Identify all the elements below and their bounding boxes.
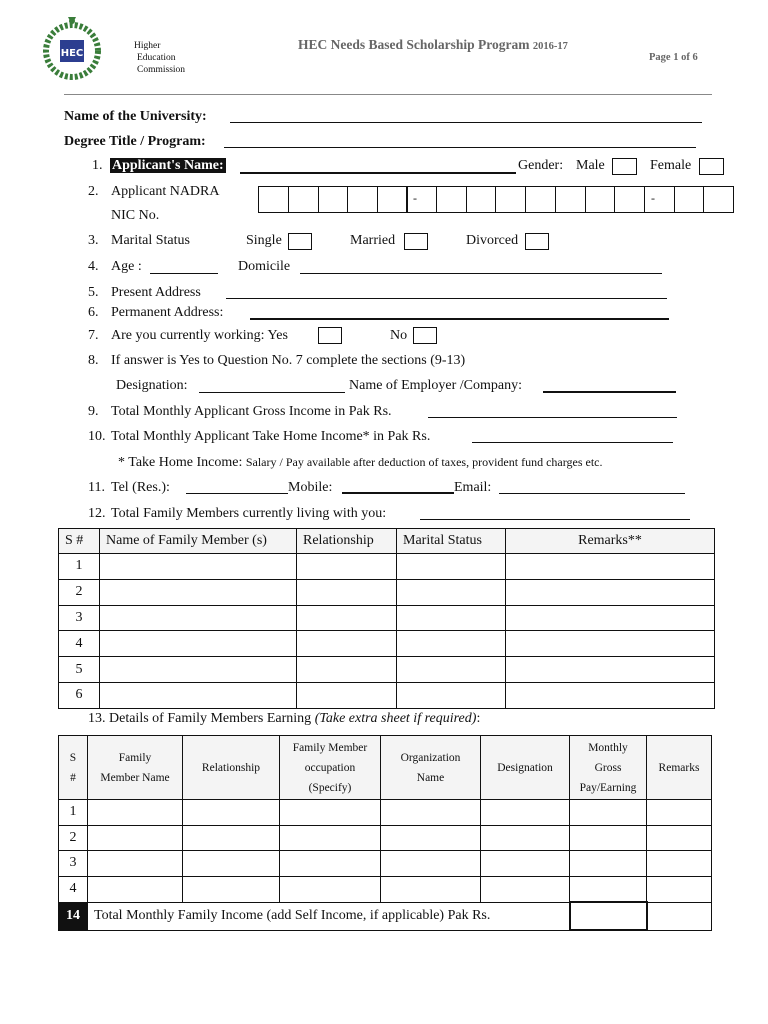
row-number: 1 [59, 800, 88, 826]
cell-remarks[interactable] [506, 605, 715, 631]
row-number: 5 [59, 657, 100, 683]
designation-field[interactable] [199, 392, 345, 393]
cell[interactable] [481, 876, 570, 902]
org-line-1: Higher [134, 41, 161, 51]
col-monthly-pay-2: Gross [594, 761, 622, 774]
age-label: Age : [111, 259, 142, 274]
cell-remarks[interactable] [506, 554, 715, 580]
q6-number: 6. [88, 305, 99, 320]
table-header-row [59, 529, 715, 554]
cell-name[interactable] [100, 554, 297, 580]
program-year: 2016-17 [532, 41, 568, 52]
cell[interactable] [381, 851, 481, 877]
q1-number: 1. [92, 158, 103, 173]
row-number: 4 [59, 876, 88, 902]
q2-number: 2. [88, 184, 99, 199]
col-marital-status: Marital Status [397, 529, 506, 554]
row-number: 3 [59, 851, 88, 877]
col-serial-hash: # [70, 771, 76, 784]
cell[interactable] [570, 825, 647, 851]
q13-heading [88, 711, 480, 727]
q9-label: Total Monthly Applicant Gross Income in Pak Rs. [111, 404, 392, 419]
cnic-part-2[interactable] [406, 186, 556, 213]
email-label: Email: [454, 480, 492, 495]
q2-label-2: NIC No. [111, 208, 160, 223]
cell-marital-status[interactable] [397, 554, 506, 580]
cell[interactable] [183, 800, 280, 826]
q9-number: 9. [88, 404, 99, 419]
table-row [59, 554, 715, 580]
present-address-field[interactable] [226, 298, 667, 299]
col-monthly-pay-3: Pay/Earning [579, 781, 637, 794]
divorced-checkbox[interactable] [525, 233, 549, 250]
hec-logo [42, 13, 102, 85]
mobile-label: Mobile: [288, 480, 333, 495]
divorced-label: Divorced [466, 233, 519, 248]
cell-marital-status[interactable] [397, 682, 506, 708]
svg-text:HEC: HEC [60, 48, 84, 59]
cell-remarks[interactable] [506, 657, 715, 683]
col-organization [381, 736, 481, 800]
cnic-dash-2: - [651, 191, 655, 205]
cell[interactable] [481, 825, 570, 851]
take-home-income-field[interactable] [472, 442, 673, 443]
cell-relationship[interactable] [297, 657, 397, 683]
col-occupation-2: occupation [304, 761, 356, 774]
org-name [134, 40, 185, 76]
domicile-field[interactable] [300, 273, 662, 274]
cell[interactable] [280, 876, 381, 902]
col-member-name-2: Member Name [100, 771, 170, 784]
cell[interactable] [381, 800, 481, 826]
cell[interactable] [183, 851, 280, 877]
q14-number: 14 [59, 902, 88, 930]
employer-field[interactable] [543, 391, 676, 393]
cell-name[interactable] [100, 682, 297, 708]
cell-relationship[interactable] [297, 579, 397, 605]
table-row [59, 825, 712, 851]
col-member-name-1: Family [118, 751, 152, 764]
q1-label [110, 158, 226, 174]
col-monthly-pay-1: Monthly [588, 741, 628, 754]
family-members-table [58, 528, 715, 709]
male-label: Male [576, 158, 605, 173]
col-relationship: Relationship [297, 529, 397, 554]
header-rule [64, 94, 712, 95]
q3-label: Marital Status [111, 233, 190, 248]
q7-label: Are you currently working: Yes [111, 328, 288, 343]
table-row [59, 605, 715, 631]
col-monthly-pay [570, 736, 647, 800]
cell-remarks[interactable] [506, 631, 715, 657]
cell-relationship[interactable] [297, 554, 397, 580]
cell[interactable] [88, 825, 183, 851]
q7-number: 7. [88, 328, 99, 343]
row-number: 2 [59, 579, 100, 605]
take-home-note [118, 454, 603, 471]
cell[interactable] [280, 825, 381, 851]
col-member-name [88, 736, 183, 800]
cell[interactable] [183, 825, 280, 851]
female-checkbox[interactable] [699, 158, 724, 175]
q8-number: 8. [88, 353, 99, 368]
q13-note: (Take extra sheet if required) [314, 711, 477, 726]
col-occupation-3: (Specify) [308, 781, 352, 794]
working-no-checkbox[interactable] [413, 327, 437, 344]
program-title: HEC Needs Based Scholarship Program [298, 37, 530, 52]
university-field[interactable] [230, 122, 702, 123]
take-home-note-text: Salary / Pay available after deduction of taxes, provident fund charges etc. [245, 455, 603, 469]
row-number: 2 [59, 825, 88, 851]
table-row [59, 851, 712, 877]
cell[interactable] [88, 876, 183, 902]
cell[interactable] [88, 800, 183, 826]
employer-label: Name of Employer /Company: [349, 378, 523, 393]
col-occupation [280, 736, 381, 800]
q13-number: 13. [88, 711, 106, 726]
total-income-label: Total Monthly Family Income (add Self Income, if applicable) Pak Rs. [88, 902, 570, 930]
table-header-row [59, 736, 712, 800]
table-row [59, 631, 715, 657]
total-income-remarks[interactable] [647, 902, 712, 930]
cell[interactable] [570, 800, 647, 826]
total-income-field[interactable] [570, 902, 647, 930]
q12-label: Total Family Members currently living with you: [111, 506, 387, 521]
family-members-count-field[interactable] [420, 519, 690, 520]
col-serial-s: S [69, 751, 77, 764]
gross-income-field[interactable] [428, 417, 677, 418]
col-remarks: Remarks [647, 736, 712, 800]
col-serial [59, 736, 88, 800]
org-line-3: Commission [137, 65, 186, 75]
cell-relationship[interactable] [297, 682, 397, 708]
row-number: 6 [59, 682, 100, 708]
cell-relationship[interactable] [297, 631, 397, 657]
cell-name[interactable] [100, 605, 297, 631]
table-row [59, 579, 715, 605]
single-checkbox[interactable] [288, 233, 312, 250]
gender-label: Gender: [518, 158, 564, 173]
col-designation: Designation [481, 736, 570, 800]
total-income-row [59, 902, 712, 930]
no-label: No [390, 328, 408, 343]
degree-label: Degree Title / Program: [64, 134, 206, 149]
cell[interactable] [280, 800, 381, 826]
q13-colon: : [476, 711, 481, 726]
married-checkbox[interactable] [404, 233, 428, 250]
table-row [59, 800, 712, 826]
row-number: 4 [59, 631, 100, 657]
q2-label: Applicant NADRA [111, 184, 220, 199]
single-label: Single [246, 233, 282, 248]
q12-number: 12. [88, 506, 106, 521]
cell-marital-status[interactable] [397, 605, 506, 631]
permanent-address-field[interactable] [250, 318, 669, 320]
cnic-part-4[interactable] [644, 186, 734, 213]
q5-number: 5. [88, 285, 99, 300]
org-line-2: Education [137, 53, 176, 63]
earning-members-table [58, 735, 712, 931]
col-serial: S # [59, 529, 100, 554]
domicile-label: Domicile [238, 259, 291, 274]
cell[interactable] [570, 851, 647, 877]
row-number: 3 [59, 605, 100, 631]
cell[interactable] [88, 851, 183, 877]
col-occupation-1: Family Member [292, 741, 368, 754]
q4-number: 4. [88, 259, 99, 274]
university-label: Name of the University: [64, 109, 207, 124]
cell[interactable] [647, 800, 712, 826]
col-relationship: Relationship [183, 736, 280, 800]
q3-number: 3. [88, 233, 99, 248]
cell[interactable] [570, 876, 647, 902]
cell-name[interactable] [100, 579, 297, 605]
col-organization-2: Name [416, 771, 445, 784]
married-label: Married [350, 233, 396, 248]
cell-remarks[interactable] [506, 579, 715, 605]
table-row [59, 876, 712, 902]
designation-label: Designation: [116, 378, 188, 393]
working-yes-checkbox[interactable] [318, 327, 342, 344]
table-row [59, 682, 715, 708]
cell-relationship[interactable] [297, 605, 397, 631]
q10-number: 10. [88, 429, 106, 444]
female-label: Female [650, 158, 692, 173]
cnic-dash-1: - [413, 191, 417, 205]
cell-marital-status[interactable] [397, 579, 506, 605]
col-remarks: Remarks** [506, 529, 715, 554]
cell[interactable] [647, 876, 712, 902]
cell[interactable] [381, 876, 481, 902]
cell[interactable] [481, 800, 570, 826]
q13-label: Details of Family Members Earning [109, 711, 312, 726]
tel-label: Tel (Res.): [111, 480, 170, 495]
cell-remarks[interactable] [506, 682, 715, 708]
applicant-name-field[interactable] [240, 172, 516, 174]
cell-name[interactable] [100, 631, 297, 657]
degree-field[interactable] [224, 147, 696, 148]
cnic-part-1[interactable] [258, 186, 408, 213]
applicant-name-label: Applicant's Name: [112, 158, 224, 173]
tel-field[interactable] [186, 493, 288, 494]
take-home-note-label: * Take Home Income: [118, 455, 243, 470]
cell[interactable] [183, 876, 280, 902]
col-organization-1: Organization [400, 751, 461, 764]
cell-marital-status[interactable] [397, 631, 506, 657]
mobile-field[interactable] [342, 492, 454, 494]
document-title [298, 37, 568, 53]
cell-marital-status[interactable] [397, 657, 506, 683]
present-address-label: Present Address [111, 285, 201, 300]
male-checkbox[interactable] [612, 158, 637, 175]
row-number: 1 [59, 554, 100, 580]
page-number: Page 1 of 6 [649, 52, 698, 63]
cell[interactable] [481, 851, 570, 877]
cell-name[interactable] [100, 657, 297, 683]
cell[interactable] [280, 851, 381, 877]
cell[interactable] [381, 825, 481, 851]
table-row [59, 657, 715, 683]
cell[interactable] [647, 825, 712, 851]
q11-number: 11. [88, 480, 105, 495]
cell[interactable] [647, 851, 712, 877]
q10-label: Total Monthly Applicant Take Home Income* in Pak Rs. [111, 429, 431, 444]
col-member-name: Name of Family Member (s) [100, 529, 297, 554]
q8-label: If answer is Yes to Question No. 7 complete the sections (9-13) [111, 353, 466, 368]
email-field[interactable] [499, 493, 685, 494]
age-field[interactable] [150, 273, 218, 274]
cnic-part-3[interactable] [555, 186, 645, 213]
permanent-address-label: Permanent Address: [111, 305, 224, 320]
